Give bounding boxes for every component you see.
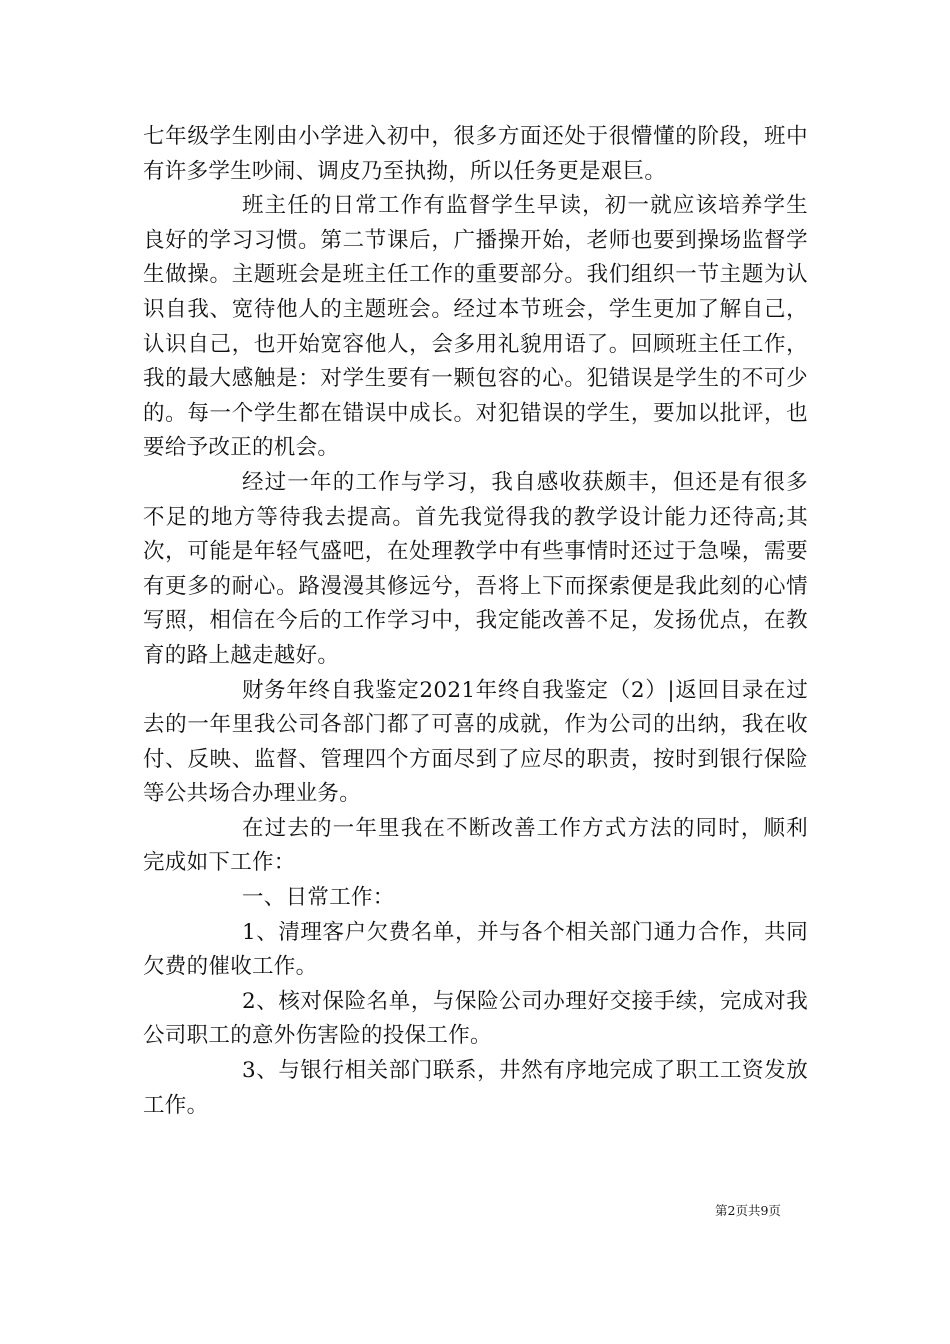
paragraph-1: 七年级学生刚由小学进入初中，很多方面还处于很懵懂的阶段，班中有许多学生吵闹、调皮乃至执拗，所以任务更是艰巨。	[143, 124, 808, 184]
document-body	[143, 120, 808, 1123]
paragraph-3: 经过一年的工作与学习，我自感收获颇丰，但还是有很多不足的地方等待我去提高。首先我觉得我的教学设计能力还待高;其次，可能是年轻气盛吧，在处理教学中有些事情时还过于急噪，需要有更多的耐心。路漫漫其修远兮，吾将上下而探索便是我此刻的心情写照，相信在今后的工作学习中，我定能改善不足，发扬优点，在教育的路上越走越好。	[143, 469, 808, 668]
paragraph-5: 在过去的一年里我在不断改善工作方式方法的同时，顺利完成如下工作：	[143, 815, 808, 876]
list-item-1: 1、清理客户欠费名单，并与各个相关部门通力合作，共同欠费的催收工作。	[143, 919, 808, 980]
list-item-3: 3、与银行相关部门联系，井然有序地完成了职工工资发放工作。	[143, 1058, 808, 1118]
list-item-2: 2、核对保险名单，与保险公司办理好交接手续，完成对我公司职工的意外伤害险的投保工作。	[143, 988, 808, 1049]
paragraph-2: 班主任的日常工作有监督学生早读，初一就应该培养学生良好的学习习惯。第二节课后，广播操开始，老师也要到操场监督学生做操。主题班会是班主任工作的重要部分。我们组织一节主题为认识自我、宽待他人的主题班会。经过本节班会，学生更加了解自己，认识自己，也开始宽容他人，会多用礼貌用语了。回顾班主任工作，我的最大感触是：对学生要有一颗包容的心。犯错误是学生的不可少的。每一个学生都在错误中成长。对犯错误的学生，要加以批评，也要给予改正的机会。	[143, 193, 808, 461]
paragraph-4: 财务年终自我鉴定2021年终自我鉴定（2）|返回目录在过去的一年里我公司各部门都了可喜的成就，作为公司的出纳，我在收付、反映、监督、管理四个方面尽到了应尽的职责，按时到银行保险等公共场合办理业务。	[143, 677, 808, 807]
section-heading-daily-work: 一、日常工作：	[242, 885, 395, 911]
page-number: 第2页共9页	[715, 1203, 781, 1218]
